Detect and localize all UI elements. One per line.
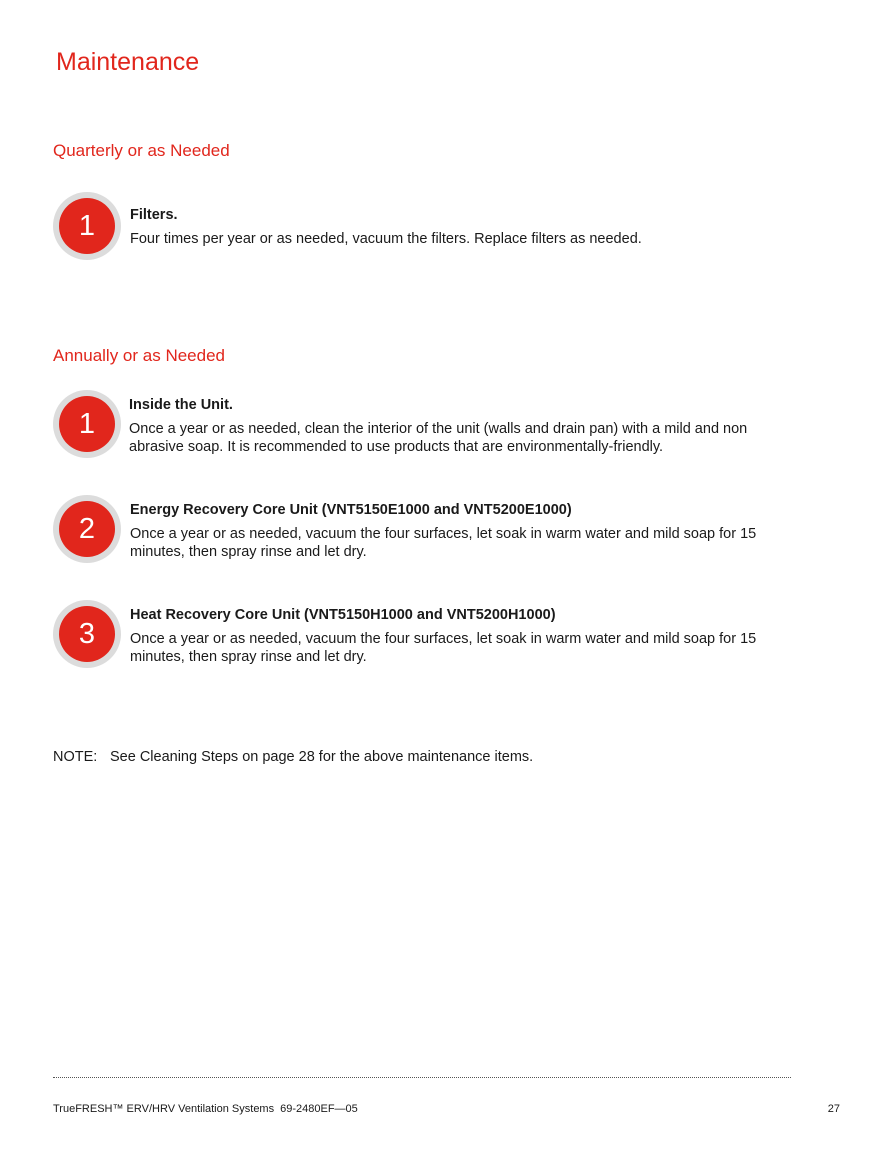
step-body: Four times per year or as needed, vacuum the filters. Replace filters as needed. [130,231,642,247]
step-text [129,396,789,456]
step-number: 3 [59,606,115,662]
step-number-badge [53,600,121,668]
maintenance-note [53,748,533,766]
footer-product-info [53,1102,358,1116]
step-text [130,501,790,561]
section-heading-annually: Annually or as Needed [53,346,226,365]
footer-divider [53,1077,791,1078]
step-number: 1 [59,396,115,452]
note-label: NOTE: [53,749,98,765]
step-body: Once a year or as needed, clean the interior of the unit (walls and drain pan) with a mild and non abrasive soap. It is recommended to use products that are environmentally-friendly. [129,421,748,455]
step-title: Energy Recovery Core Unit (VNT5150E1000 and VNT5200E1000) [130,502,572,518]
footer-doc-number: 69-2480EF—05 [280,1103,358,1115]
section-heading-quarterly: Quarterly or as Needed [53,141,230,160]
step-number-badge [53,192,121,260]
page-number: 27 [827,1103,840,1115]
step-number: 2 [59,501,115,557]
page-title: Maintenance [56,48,200,76]
step-text [130,206,790,248]
step-number: 1 [59,198,115,254]
step-number-badge [53,390,121,458]
step-title: Heat Recovery Core Unit (VNT5150H1000 and VNT5200H1000) [130,607,556,623]
footer-product-name: TrueFRESH™ ERV/HRV Ventilation Systems [53,1103,275,1115]
step-text [130,606,790,666]
step-title: Filters. [130,207,178,223]
step-body: Once a year or as needed, vacuum the four surfaces, let soak in warm water and mild soap for 15 minutes, then spray rinse and let dry. [130,631,757,665]
note-text: See Cleaning Steps on page 28 for the above maintenance items. [110,749,534,765]
step-number-badge [53,495,121,563]
step-body: Once a year or as needed, vacuum the four surfaces, let soak in warm water and mild soap for 15 minutes, then spray rinse and let dry. [130,526,757,560]
step-title: Inside the Unit. [129,397,233,413]
